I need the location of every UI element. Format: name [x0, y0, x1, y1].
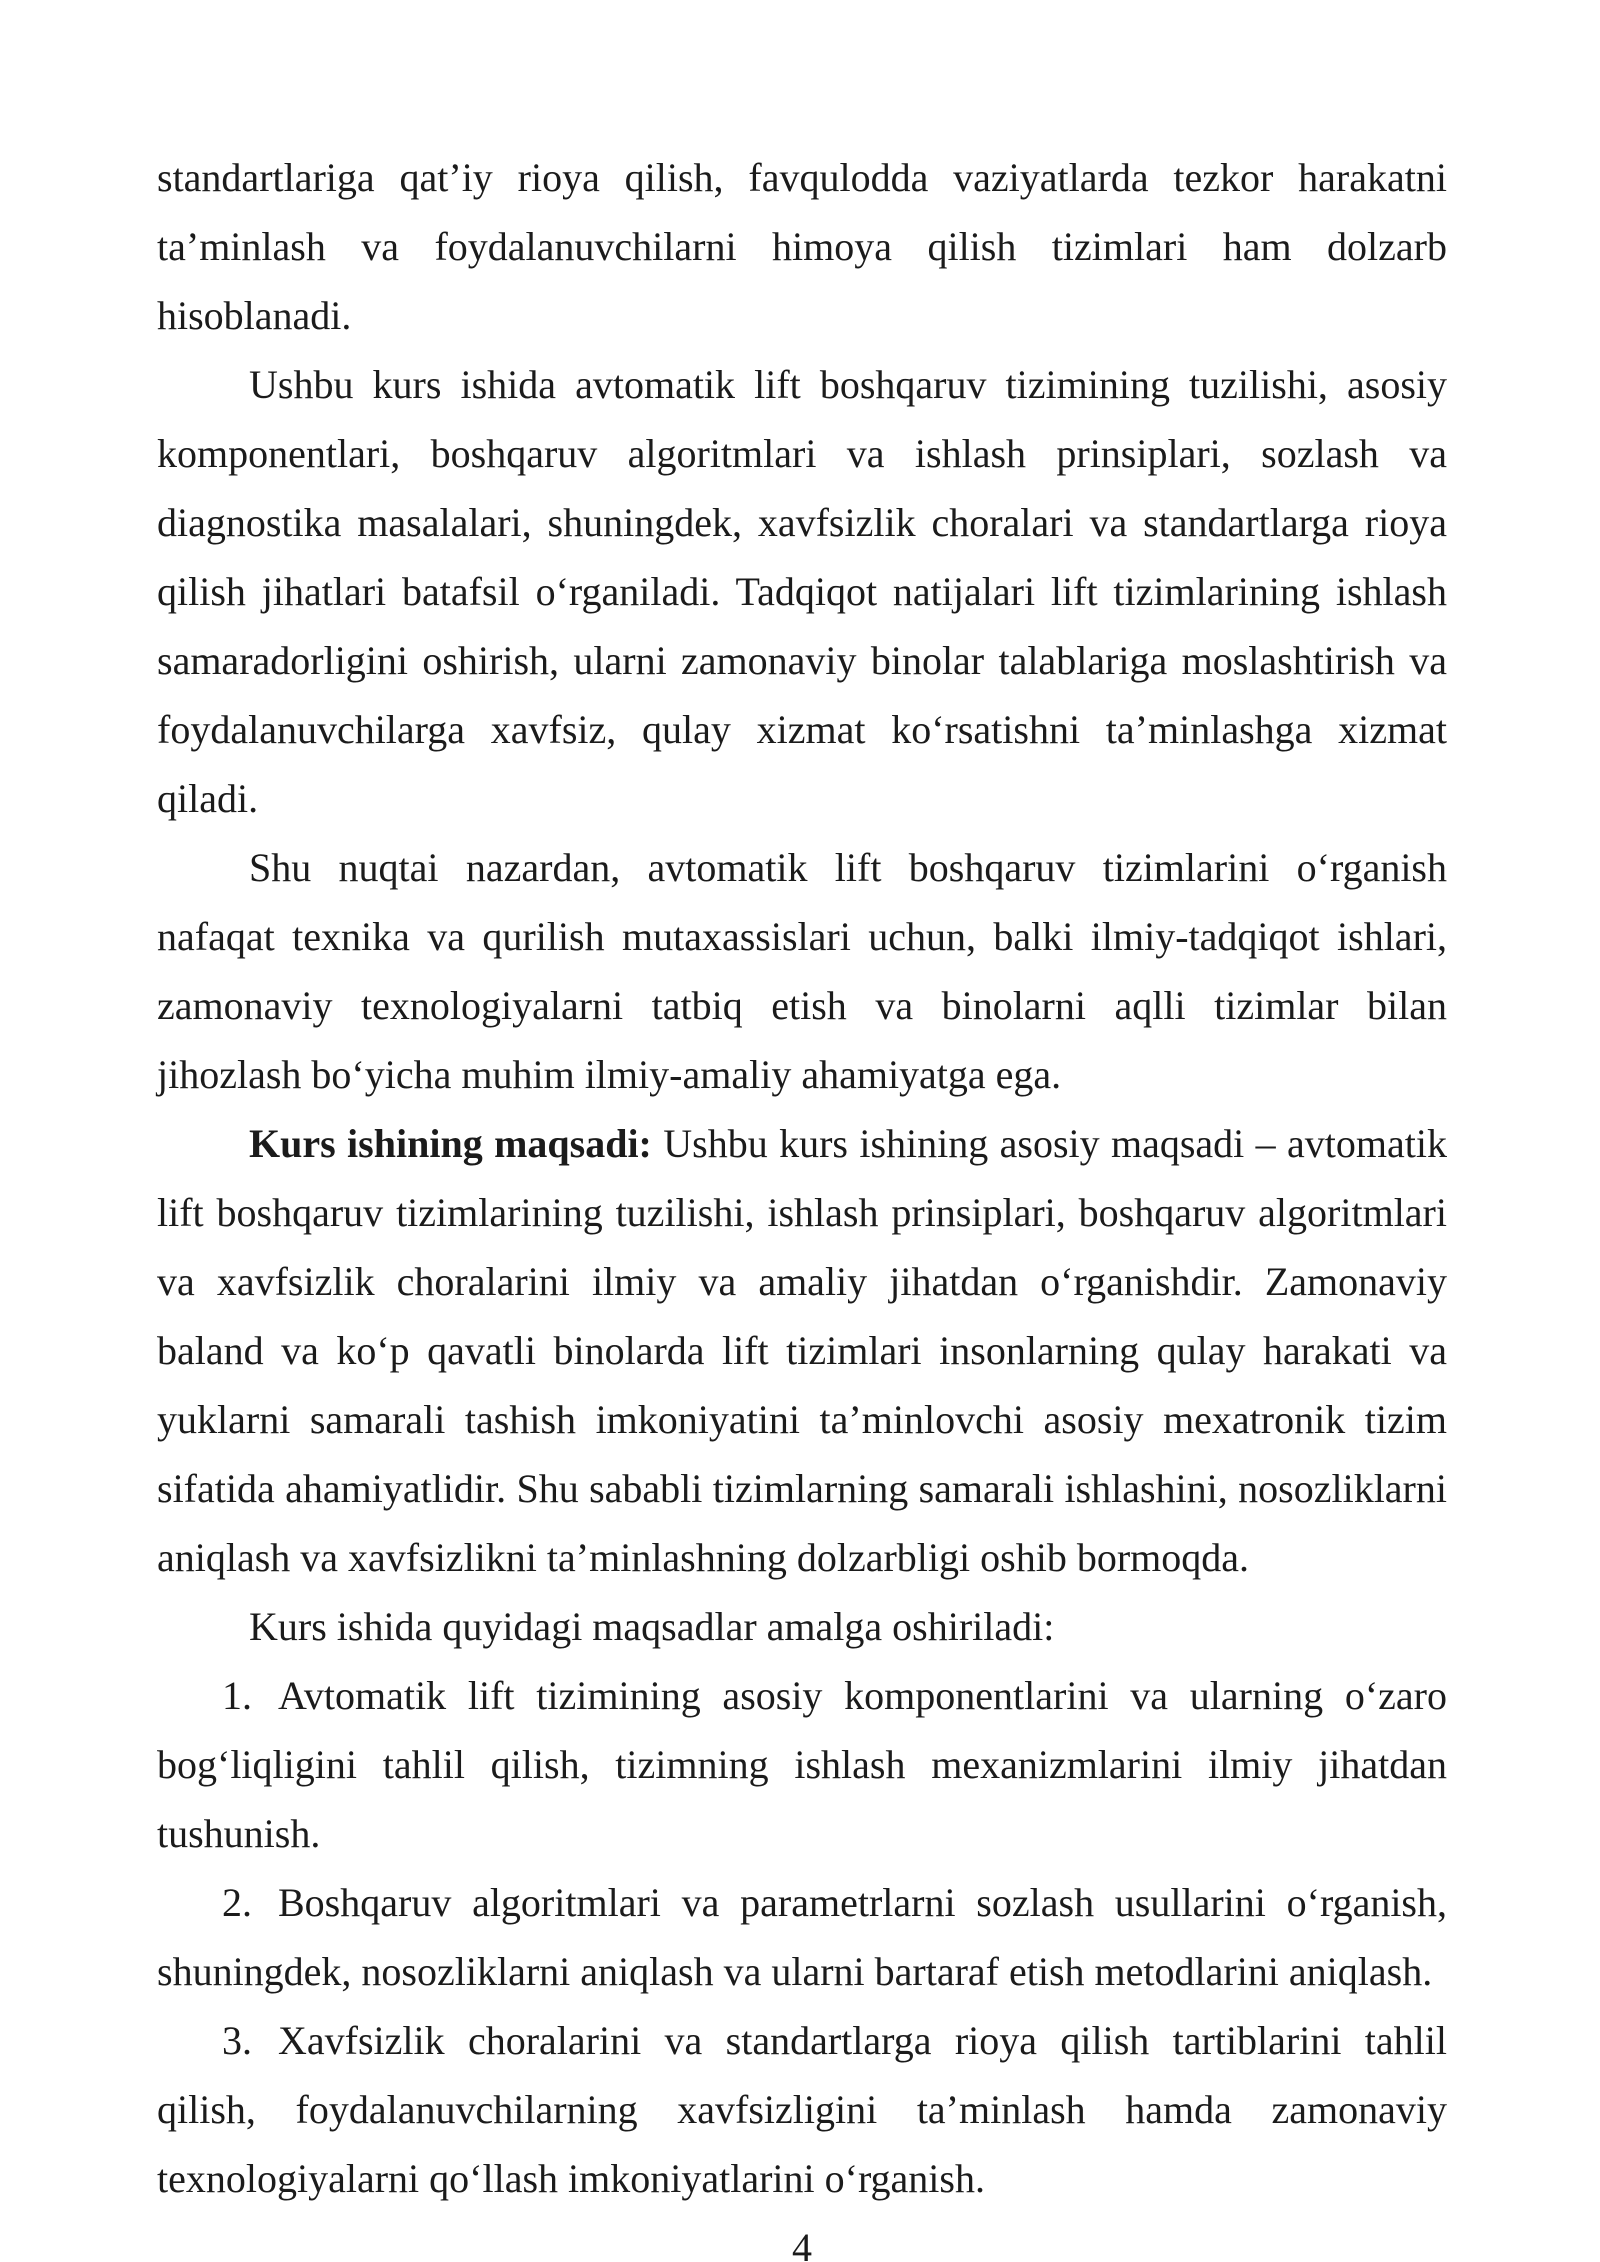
paragraph-purpose: [157, 1109, 1447, 1592]
goal-item-3: [157, 2006, 1447, 2213]
paragraph-significance: Shu nuqtai nazardan, avtomatik lift boshqaruv tizimlarini o‘rganish nafaqat texnika va qurilish mutaxassislari uchun, balki ilmiy-tadqiqot ishlari, zamonaviy texnologiyalarni tatbiq etish va binolarni aqlli tizimlar bilan jihozlash bo‘yicha muhim ilmiy-amaliy ahamiyatga ega.: [157, 845, 1447, 1097]
goal-1-text: Avtomatik lift tizimining asosiy komponentlarini va ularning o‘zaro bog‘liqligini tahlil qilish, tizimning ishlash mexanizmlarini ilmiy jihatdan tushunish.: [157, 1673, 1447, 1856]
goal-item-2: [157, 1868, 1447, 2006]
page-number: 4: [792, 2225, 812, 2262]
goal-1-number: 1.: [222, 1673, 252, 1718]
purpose-body: Ushbu kurs ishining asosiy maqsadi – avtomatik lift boshqaruv tizimlarining tuzilishi, ishlash prinsiplari, boshqaruv algoritmlari va xavfsizlik choralarini ilmiy va amaliy jihatdan o‘rganishdir. Zamonaviy baland va ko‘p qavatli binolarda lift tizimlari insonlarning qulay harakati va yuklarni samarali tashish imkoniyatini ta’minlovchi asosiy mexatronik tizim sifatida ahamiyatlidir. Shu sababli tizimlarning samarali ishlashini, nosozliklarni aniqlash va xavfsizlikni ta’minlashning dolzarbligi oshib bormoqda.: [157, 1121, 1447, 1580]
paragraph-goals-intro: Kurs ishida quyidagi maqsadlar amalga oshiriladi:: [249, 1604, 1055, 1649]
goal-item-1: [157, 1661, 1447, 1868]
goal-2-text: Boshqaruv algoritmlari va parametrlarni sozlash usullarini o‘rganish, shuningdek, nosozliklarni aniqlash va ularni bartaraf etish metodlarini aniqlash.: [157, 1880, 1447, 1994]
goal-3-text: Xavfsizlik choralarini va standartlarga rioya qilish tartiblarini tahlil qilish, foydalanuvchilarning xavfsizligini ta’minlash hamda zamonaviy texnologiyalarni qo‘llash imkoniyatlarini o‘rganish.: [157, 2018, 1447, 2201]
goal-2-number: 2.: [222, 1880, 252, 1925]
purpose-heading: Kurs ishining maqsadi:: [249, 1121, 652, 1166]
goal-3-number: 3.: [222, 2018, 252, 2063]
paragraph-course-overview: Ushbu kurs ishida avtomatik lift boshqaruv tizimining tuzilishi, asosiy komponentlari, boshqaruv algoritmlari va ishlash prinsiplari, sozlash va diagnostika masalalari, shuningdek, xavfsizlik choralari va standartlarga rioya qilish jihatlari batafsil o‘rganiladi. Tadqiqot natijalari lift tizimlarining ishlash samaradorligini oshirish, ularni zamonaviy binolar talablariga moslashtirish va foydalanuvchilarga xavfsiz, qulay xizmat ko‘rsatishni ta’minlashga xizmat qiladi.: [157, 362, 1447, 821]
paragraph-continuation: standartlariga qat’iy rioya qilish, favqulodda vaziyatlarda tezkor harakatni ta’minlash va foydalanuvchilarni himoya qilish tizimlari ham dolzarb hisoblanadi.: [157, 155, 1447, 338]
